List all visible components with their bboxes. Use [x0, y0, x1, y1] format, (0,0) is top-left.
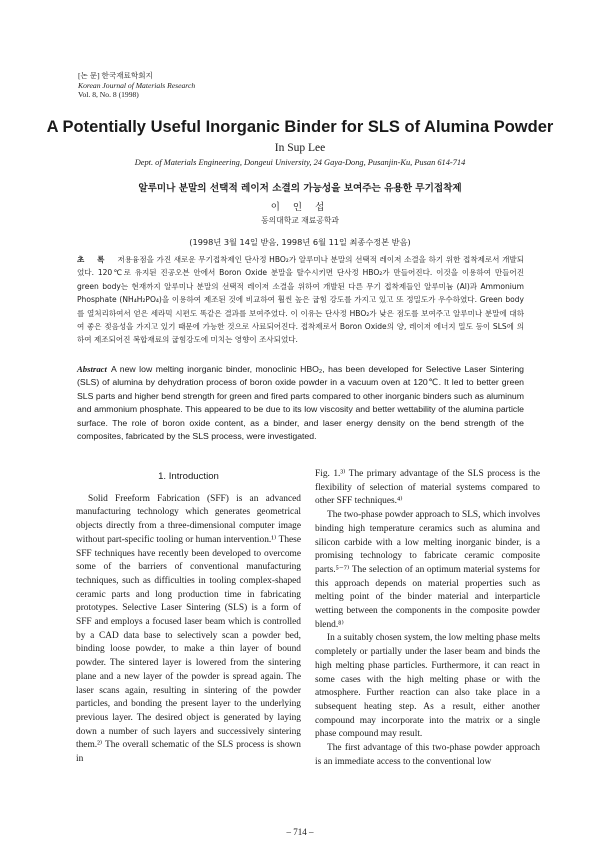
paragraph: Fig. 1.³⁾ The primary advantage of the SLS process is the flexibility of selection of material systems compared to other SFF techniques.⁴⁾ — [315, 469, 540, 507]
english-abstract — [77, 363, 524, 443]
korean-abstract-text: 저용융점을 가진 새로운 무기접착제인 단사정 HBO₂가 알루미나 분말의 선택적 레이저 소결을 하기 위한 접착제로서 개발되었다. 120℃로 유지된 진공오븐 안에서 Boron Oxide 분말을 탈수시키면 단사정 HBO₂가 만들어진다. 이것을 이용하여 만들어진 green body는 현재까지 알루미나 분말의 선택적 레이저 소결을 위하여 개발된 다른 무기 접착제들인 알루미늄 (Al)과 Ammonium Phosphate (NH₄H₂PO₄)을 이용하여 제조된 것에 비교하여 훨씬 높은 굽힘 강도를 가지고 있고 또 정밀도가 우수하였다. Green body를 열처리하여서 얻은 세라믹 시편도 똑같은 결과를 보여주었다. 이 이유는 단사정 HBO₂가 낮은 점도를 보여주고 알루미나 분말에 대하여 좋은 젖음성을 가지고 있기 때문에 가능한 것으로 사료되어진다. 접착제로서 Boron Oxide의 양, 레이저 에너지 밀도 등이 SLS에 의하여 제조되어진 복합재료의 굽힘강도에 미치는 영향이 조사되었다. — [77, 255, 524, 345]
korean-abstract — [77, 253, 524, 347]
page-number: – 714 – — [286, 827, 314, 837]
korean-author: 이 인 섭 — [270, 202, 330, 213]
author-affiliation: Dept. of Materials Engineering, Dongeui University, 24 Gaya-Dong, Pusanjin-Ku, Pusan 614-714 — [134, 158, 466, 167]
paragraph: Solid Freeform Fabrication (SFF) is an advanced manufacturing technology which generates geometrical objects directly from a three-dimensional computer image without part-specific tooling or human intervention.¹⁾ These SFF techniques have recently been developed to overcome some of the barriers of conventional manufacturing techniques, such as difficulties in tooling complex-shaped ceramic parts and long production time in fabricating prototypes. Selective Laser Sintering (SLS) is a form of SFF and employs a focused laser beam which is controlled by a CAD data base to selectively scan a powder bed, binding loose powder, to make a thin layer of bound powder. The sintered layer is lowered from the sintering plane and a new layer of the powder is spread again. The laser scans again, resulting in sintering of the powder particles, and bonding the present layer to the underlying previous layer. The desired object is generated by laying down a number of such layers and successively sintering them.²⁾ The overall schematic of the SLS process is shown in — [76, 493, 301, 765]
section-heading: 1. Introduction — [158, 471, 219, 482]
left-column — [76, 460, 301, 767]
journal-volume: Vol. 8, No. 8 (1998) — [78, 90, 139, 99]
paragraph: In a suitably chosen system, the low melting phase melts completely or partially under the laser beam and binds the high melting phase particles. Furthermore, it can react in some cases with the high melting phase or with the atmosphere. Further reaction can also take place in a subsequent heating step. As a result, either another compound may incorporate into the matrix or a single phase compound may result. — [315, 633, 540, 740]
journal-header — [78, 71, 195, 100]
paper-title: A Potentially Useful Inorganic Binder for SLS of Alumina Powder — [46, 118, 554, 136]
abstract-label: Abstract — [77, 364, 107, 374]
received-dates: (1998년 3월 14일 받음, 1998년 6월 11일 최종수정본 받음) — [189, 237, 411, 247]
korean-abstract-label: 초 록 — [77, 255, 110, 264]
abstract-text: A new low melting inorganic binder, monoclinic HBO₂, has been developed for Selective Laser Sintering (SLS) of alumina by dehydration process of boron oxide powder in a vacuum oven at 120℃. It led to better green SLS parts and higher bend strength for green and fired parts compared to other inorganic binders such as aluminum and ammonium phosphate. This appeared to be due to its low viscosity and better wettability of the alumina particle surface. The role of boron oxide content, as a binder, and laser energy density on the bend strength of the composites, fabricated by the SLS process, were investigated. — [77, 364, 524, 442]
korean-affiliation: 동의대학교 재료공학과 — [261, 216, 339, 225]
author-name: In Sup Lee — [274, 142, 326, 154]
paragraph: The two-phase powder approach to SLS, which involves binding high temperature ceramics such as alumina and silicon carbide with a low melting inorganic binder, is a promising technology to fabricate ceramic composite parts.⁵⁻⁷⁾ The selection of an optimum material systems for this approach depends on material properties such as melting point of the binder material and interparticle wetting between the components in the composite powder blend.⁸⁾ — [315, 510, 540, 630]
right-column — [315, 468, 540, 769]
paragraph: The first advantage of this two-phase powder approach is an immediate access to the conventional low — [315, 743, 540, 767]
journal-name-korean: [논 문] 한국재료학회지 — [78, 71, 153, 80]
korean-title: 알루미나 분말의 선택적 레이저 소결의 가능성을 보여주는 유용한 무기접착제 — [138, 183, 462, 194]
journal-name-english: Korean Journal of Materials Research — [78, 80, 196, 90]
